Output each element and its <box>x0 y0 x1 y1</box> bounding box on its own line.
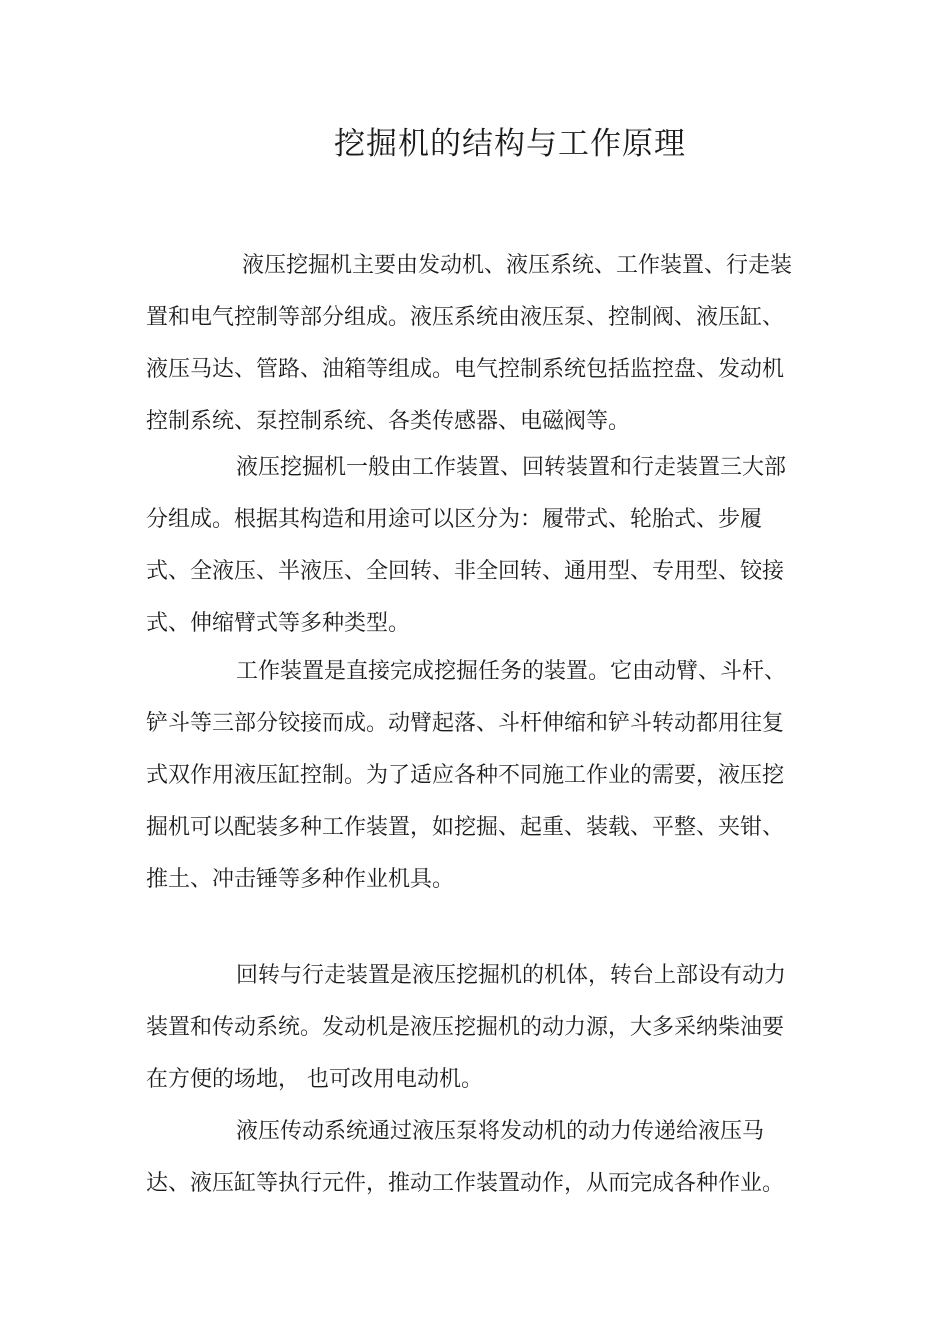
paragraph-line: 液压传动系统通过液压泵将发动机的动力传递给液压马 <box>236 1119 765 1144</box>
paragraph-line: 工作装置是直接完成挖掘任务的装置。它由动臂、斗杆、 <box>236 659 787 684</box>
paragraph-line: 装置和传动系统。发动机是液压挖掘机的动力源，大多采纳柴油要 <box>146 1015 785 1040</box>
paragraph-line: 式、全液压、半液压、全回转、非全回转、通用型、专用型、铰接 <box>146 559 785 584</box>
paragraph-1 <box>146 240 806 448</box>
paragraph-line: 回转与行走装置是液压挖掘机的机体，转台上部设有动力 <box>236 963 787 988</box>
paragraph-5 <box>146 1106 806 1210</box>
paragraph-line: 置和电气控制等部分组成。液压系统由液压泵、控制阀、液压缸、 <box>146 305 785 330</box>
paragraph-line: 式、伸缩臂式等多种类型。 <box>146 611 411 636</box>
paragraph-line: 式双作用液压缸控制。为了适应各种不同施工作业的需要，液压挖 <box>146 763 785 788</box>
paragraph-line: 液压马达、管路、油箱等组成。电气控制系统包括监控盘、发动机 <box>146 357 785 382</box>
paragraph-2 <box>146 442 806 650</box>
paragraph-line: 达、液压缸等执行元件，推动工作装置动作，从而完成各种作业。 <box>146 1171 785 1196</box>
paragraph-line: 液压挖掘机主要由发动机、液压系统、工作装置、行走装 <box>242 253 793 278</box>
paragraph-line: 分组成。根据其构造和用途可以区分为：履带式、轮胎式、步履 <box>146 507 763 532</box>
paragraph-line: 在方便的场地， 也可改用电动机。 <box>146 1067 483 1092</box>
document-title: 挖掘机的结构与工作原理 <box>334 126 686 162</box>
paragraph-line: 推土、冲击锤等多种作业机具。 <box>146 867 455 892</box>
paragraph-4 <box>146 950 806 1106</box>
paragraph-line: 控制系统、泵控制系统、各类传感器、电磁阀等。 <box>146 409 631 434</box>
paragraph-line: 液压挖掘机一般由工作装置、回转装置和行走装置三大部 <box>236 455 787 480</box>
paragraph-3 <box>146 646 806 906</box>
paragraph-line: 掘机可以配装多种工作装置，如挖掘、起重、装载、平整、夹钳、 <box>146 815 785 840</box>
paragraph-line: 铲斗等三部分铰接而成。动臂起落、斗杆伸缩和铲斗转动都用往复 <box>146 711 785 736</box>
